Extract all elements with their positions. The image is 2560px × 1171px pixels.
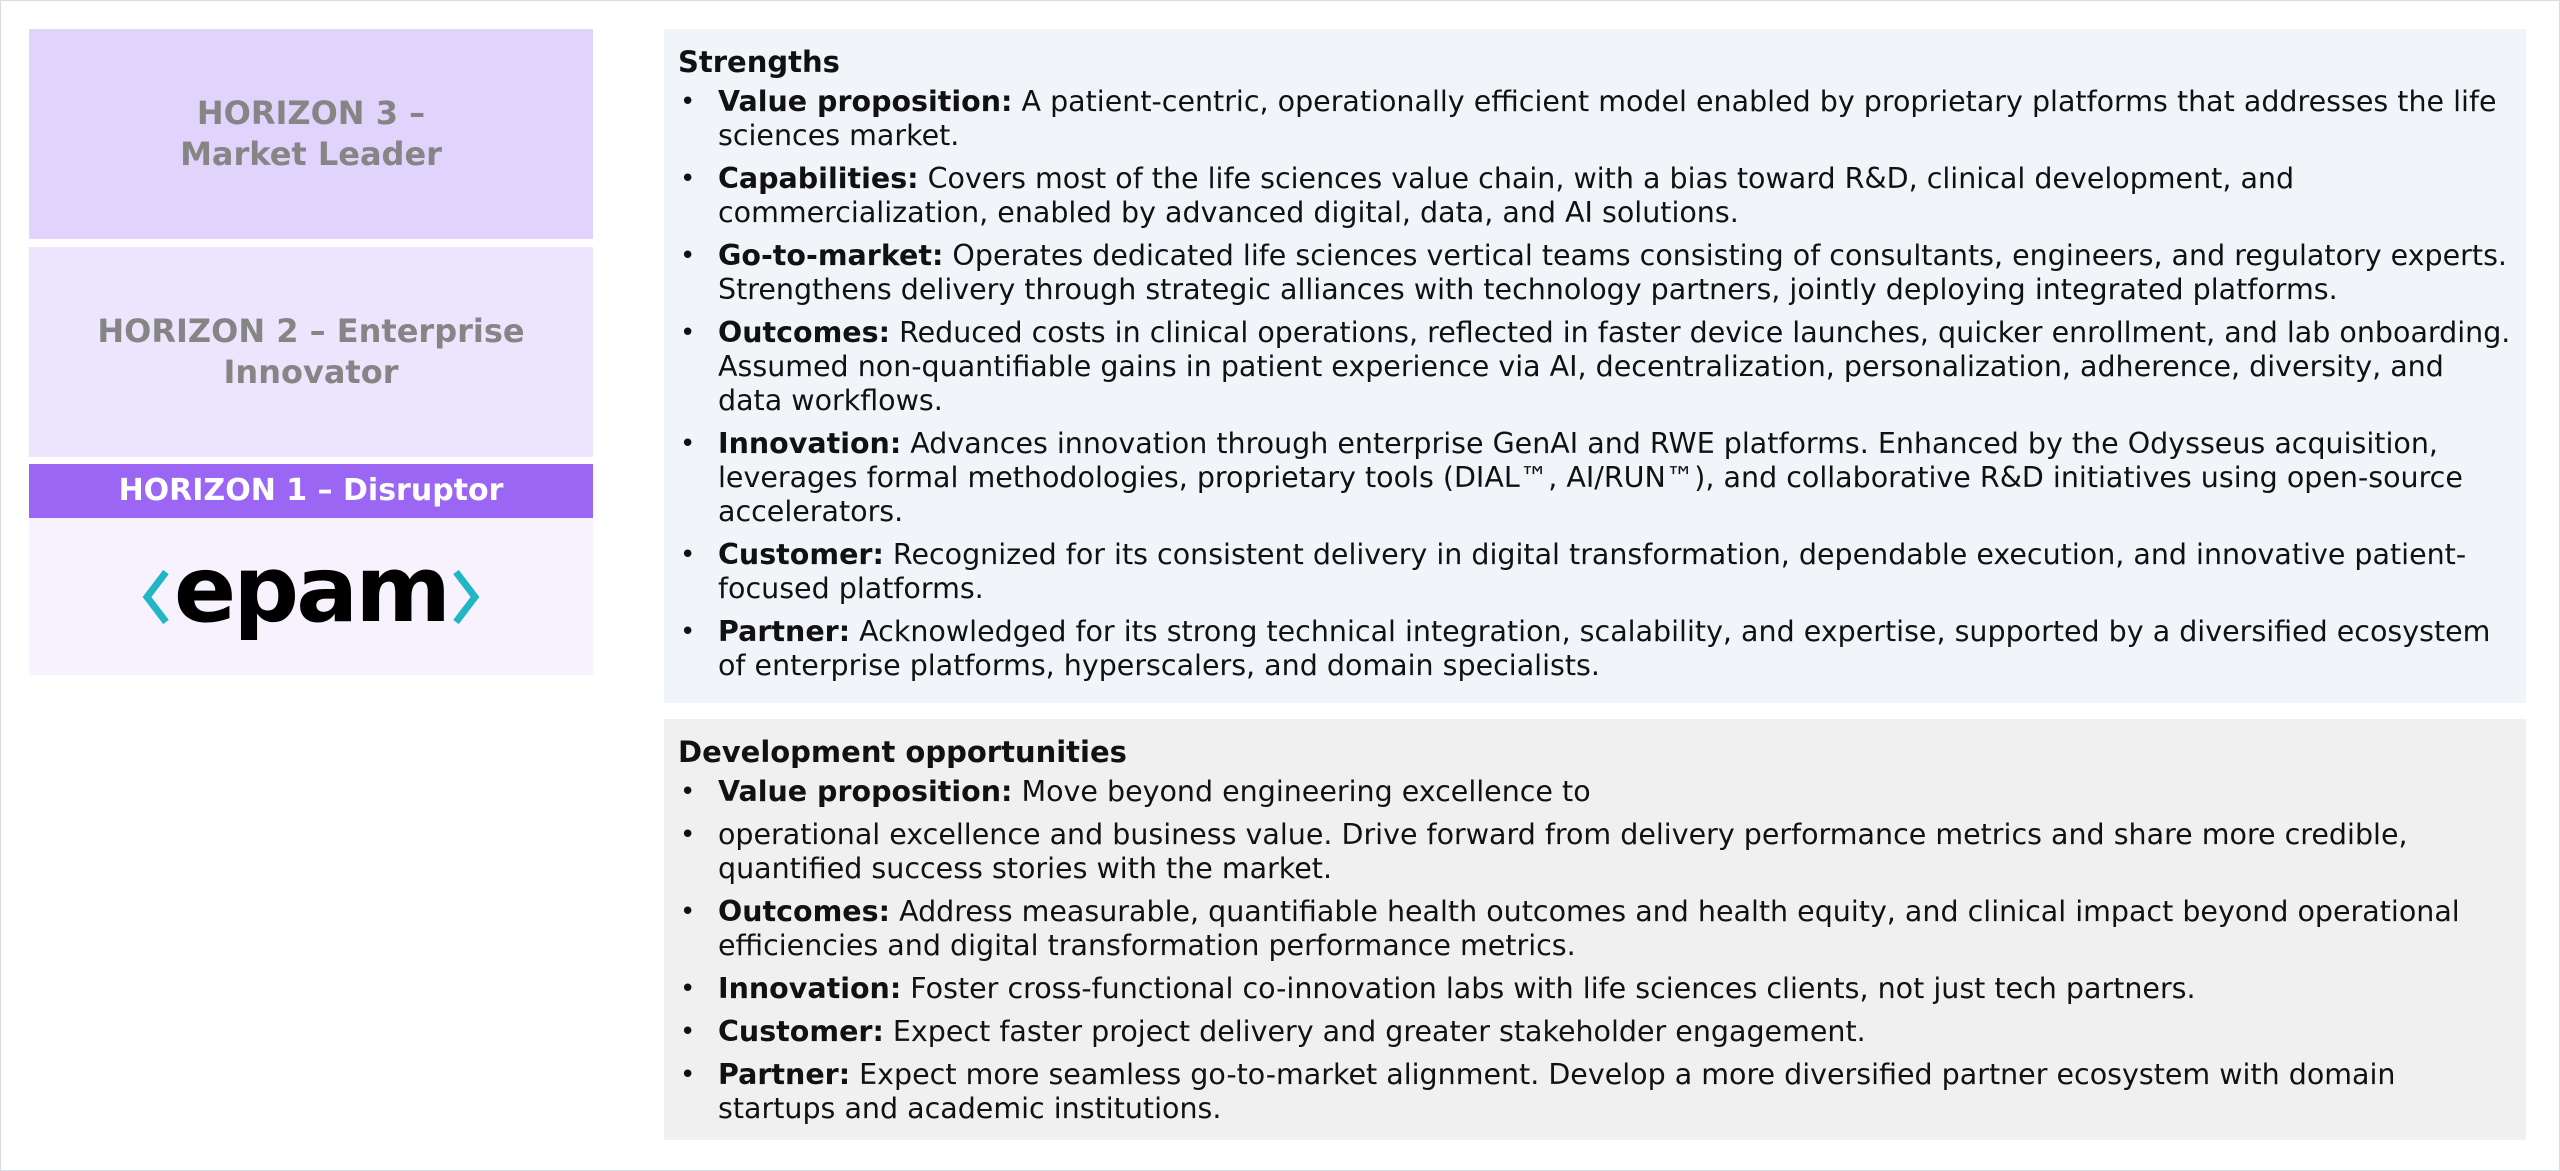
item-text: Reduced costs in clinical operations, reflected in faster device launches, quicker enrollment, and lab onboarding. Assumed non-quantifiable gains in patient experience via AI, decentralization, personalization, adherence, diversity, and data workflows. [718,316,2511,417]
horizon-3-line2: Market Leader [180,135,442,173]
item-text: Operates dedicated life sciences vertical teams consisting of consultants, engineers, and regulatory experts. Strengthens delivery through strategic alliances with technology partners, jointly deploying integrated platforms. [718,239,2507,306]
development-list [678,775,2512,1126]
horizon-2-line2: Innovator [223,353,399,391]
horizon-1-label: HORIZON 1 – Disruptor [118,473,504,508]
list-item [678,1015,2512,1049]
development-panel [664,719,2526,1140]
company-logo-box [29,518,593,675]
item-text: Expect more seamless go-to-market alignment. Develop a more diversified partner ecosystem with domain startups and academic institutions. [718,1058,2396,1125]
list-item [678,538,2512,606]
item-text: Advances innovation through enterprise GenAI and RWE platforms. Enhanced by the Odysseus acquisition, leverages formal methodologies, proprietary tools (DIAL™, AI/RUN™), and collaborative R&D initiatives using open-source accelerators. [718,427,2463,528]
list-item [678,239,2512,307]
item-text: Foster cross-functional co-innovation labs with life sciences clients, not just tech partners. [901,972,2196,1005]
list-item [678,316,2512,418]
list-item [678,615,2512,683]
epam-logo [138,535,484,643]
list-item [678,85,2512,153]
item-text: operational excellence and business value. Drive forward from delivery performance metrics and share more credible, quantified success stories with the market. [718,818,2408,885]
item-text: Expect faster project delivery and greater stakeholder engagement. [883,1015,1866,1048]
horizon-3-line1: HORIZON 3 – [196,94,426,132]
item-label: Capabilities: [718,162,919,195]
list-item [678,775,2512,809]
list-item [678,427,2512,529]
item-label: Innovation: [718,427,902,460]
item-label: Customer: [718,538,884,571]
item-text: Address measurable, quantifiable health outcomes and health equity, and clinical impact beyond operational efficiencies and digital transformation performance metrics. [718,895,2460,962]
item-label: Value proposition: [718,775,1013,808]
right-chevron-icon [452,568,480,626]
item-label: Innovation: [718,972,902,1005]
list-item [678,818,2512,886]
item-label: Outcomes: [718,895,891,928]
horizon-2-line1: HORIZON 2 – Enterprise [97,312,525,350]
strengths-title: Strengths [678,45,840,79]
horizon-1-box [29,464,593,518]
left-chevron-icon [142,568,170,626]
strengths-panel [664,29,2526,703]
strengths-list [678,85,2512,683]
item-text: Recognized for its consistent delivery in digital transformation, dependable execution, and innovative patient-focused platforms. [718,538,2467,605]
list-item [678,895,2512,963]
item-text: Acknowledged for its strong technical integration, scalability, and expertise, supported by a diversified ecosystem of enterprise platforms, hyperscalers, and domain specialists. [718,615,2491,682]
list-item [678,972,2512,1006]
list-item [678,1058,2512,1126]
item-label: Partner: [718,615,851,648]
item-label: Outcomes: [718,316,891,349]
horizon-3-box [29,29,593,239]
item-label: Customer: [718,1015,884,1048]
item-text: Move beyond engineering excellence to [1012,775,1591,808]
list-item [678,162,2512,230]
horizon-2-box [29,247,593,457]
item-text: A patient-centric, operationally efficient model enabled by proprietary platforms that addresses the life sciences market. [718,85,2497,152]
development-title: Development opportunities [678,735,1127,769]
item-text: Covers most of the life sciences value chain, with a bias toward R&D, clinical development, and commercialization, enabled by advanced digital, data, and AI solutions. [718,162,2295,229]
item-label: Value proposition: [718,85,1013,118]
item-label: Partner: [718,1058,851,1091]
item-label: Go-to-market: [718,239,944,272]
logo-text: epam [173,535,449,643]
